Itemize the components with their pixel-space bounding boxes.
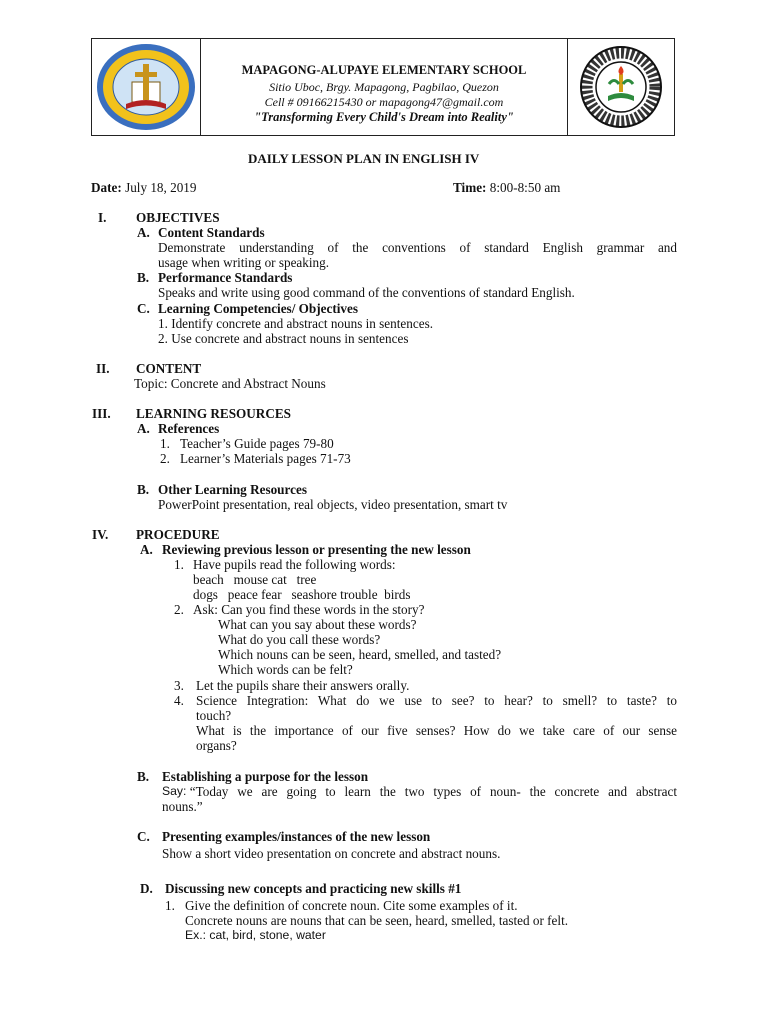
subsection-heading-examples: Presenting examples/instances of the new lesson [162, 829, 431, 844]
school-header [91, 38, 675, 136]
document-title: DAILY LESSON PLAN IN ENGLISH IV [248, 151, 480, 166]
competency-item: 2. Use concrete and abstract nouns in sentences [158, 331, 409, 346]
subsection-letter: C. [137, 301, 150, 316]
procedure-step: Give the definition of concrete noun. Cite some examples of it. [185, 898, 518, 913]
time-row [453, 180, 560, 195]
section-numeral-objectives: I. [98, 210, 107, 225]
question-item: What can you say about these words? [218, 617, 417, 632]
reference-item: Learner’s Materials pages 71-73 [180, 451, 351, 466]
subsection-letter: A. [140, 542, 153, 557]
other-resources-text: PowerPoint presentation, real objects, video presentation, smart tv [158, 497, 508, 512]
subsection-letter: B. [137, 769, 150, 784]
procedure-number: 1. [174, 557, 184, 572]
say-label: Say: [162, 784, 190, 798]
subsection-letter: B. [137, 482, 150, 497]
school-info [200, 39, 568, 135]
section-heading-resources: LEARNING RESOURCES [136, 406, 291, 421]
performance-standards-text: Speaks and write using good command of the conventions of standard English. [158, 285, 575, 300]
subsection-heading-content-standards: Content Standards [158, 225, 265, 240]
school-motto: "Transforming Every Child's Dream into Reality" [254, 110, 514, 124]
question-item: What do you call these words? [218, 632, 381, 647]
content-standards-text-cont: usage when writing or speaking. [158, 255, 330, 270]
subsection-heading-reviewing: Reviewing previous lesson or presenting the new lesson [162, 542, 471, 557]
word-list: dogs peace fear seashore trouble birds [193, 587, 411, 602]
subsection-heading-discussing: Discussing new concepts and practicing new skills #1 [165, 881, 462, 896]
school-seal-icon [576, 44, 666, 130]
date-row [91, 180, 197, 195]
subsection-letter: A. [137, 225, 150, 240]
procedure-step: Have pupils read the following words: [193, 557, 396, 572]
procedure-step-cont: organs? [196, 738, 237, 753]
question-item: Which nouns can be seen, heard, smelled, and tasted? [218, 647, 502, 662]
section-heading-objectives: OBJECTIVES [136, 210, 220, 225]
right-logo-cell [567, 39, 674, 135]
competency-item: 1. Identify concrete and abstract nouns in sentences. [158, 316, 434, 331]
pagbilao-district-seal-icon [96, 44, 196, 130]
subsection-letter: C. [137, 829, 150, 844]
procedure-number: 1. [165, 898, 175, 913]
procedure-step: Ask: Can you find these words in the story? [193, 602, 425, 617]
school-address: Sitio Uboc, Brgy. Mapagong, Pagbilao, Quezon [269, 80, 499, 94]
section-heading-content: CONTENT [136, 361, 202, 376]
date-label: Date: [91, 180, 122, 195]
section-numeral-procedure: IV. [92, 527, 109, 542]
procedure-number: 4. [174, 693, 184, 708]
procedure-step: Let the pupils share their answers orally. [196, 678, 410, 693]
reference-item: Teacher’s Guide pages 79-80 [180, 436, 334, 451]
reference-number: 2. [160, 451, 170, 466]
procedure-step-cont: What is the importance of our five senses? How do we take care of our sense [196, 723, 677, 738]
date-value: July 18, 2019 [125, 180, 197, 195]
school-contact: Cell # 09166215430 or mapagong47@gmail.com [264, 95, 504, 109]
procedure-number: 3. [174, 678, 184, 693]
procedure-step-cont: touch? [196, 708, 232, 723]
procedure-step: Science Integration: What do we use to see? to hear? to smell? to taste? to [196, 693, 677, 708]
school-name: MAPAGONG-ALUPAYE ELEMENTARY SCHOOL [241, 63, 527, 77]
subsection-letter: B. [137, 270, 150, 285]
reference-number: 1. [160, 436, 170, 451]
subsection-heading-purpose: Establishing a purpose for the lesson [162, 769, 369, 784]
subsection-letter: A. [137, 421, 150, 436]
purpose-text: “Today we are going to learn the two types of noun- the concrete and abstract [189, 784, 677, 799]
subsection-heading-references: References [158, 421, 220, 436]
time-value: 8:00-8:50 am [489, 180, 561, 195]
definition-text: Concrete nouns are nouns that can be seen, heard, smelled, tasted or felt. [185, 913, 569, 928]
section-numeral-content: II. [96, 361, 110, 376]
question-item: Which words can be felt? [218, 662, 353, 677]
example-text: Ex.: cat, bird, stone, water [185, 928, 326, 942]
purpose-text-cont: nouns.” [162, 799, 203, 814]
subsection-heading-competencies: Learning Competencies/ Objectives [158, 301, 358, 316]
procedure-number: 2. [174, 602, 184, 617]
purpose-say-line [162, 784, 677, 799]
examples-text: Show a short video presentation on concrete and abstract nouns. [162, 846, 501, 861]
left-logo-cell [92, 39, 201, 135]
subsection-heading-other-resources: Other Learning Resources [158, 482, 307, 497]
subsection-heading-performance-standards: Performance Standards [158, 270, 293, 285]
content-standards-text: Demonstrate understanding of the conventions of standard English grammar and [158, 240, 677, 255]
content-topic: Topic: Concrete and Abstract Nouns [134, 376, 326, 391]
word-list: beach mouse cat tree [193, 572, 317, 587]
section-numeral-resources: III. [92, 406, 111, 421]
section-heading-procedure: PROCEDURE [136, 527, 220, 542]
time-label: Time: [453, 180, 487, 195]
subsection-letter: D. [140, 881, 153, 896]
